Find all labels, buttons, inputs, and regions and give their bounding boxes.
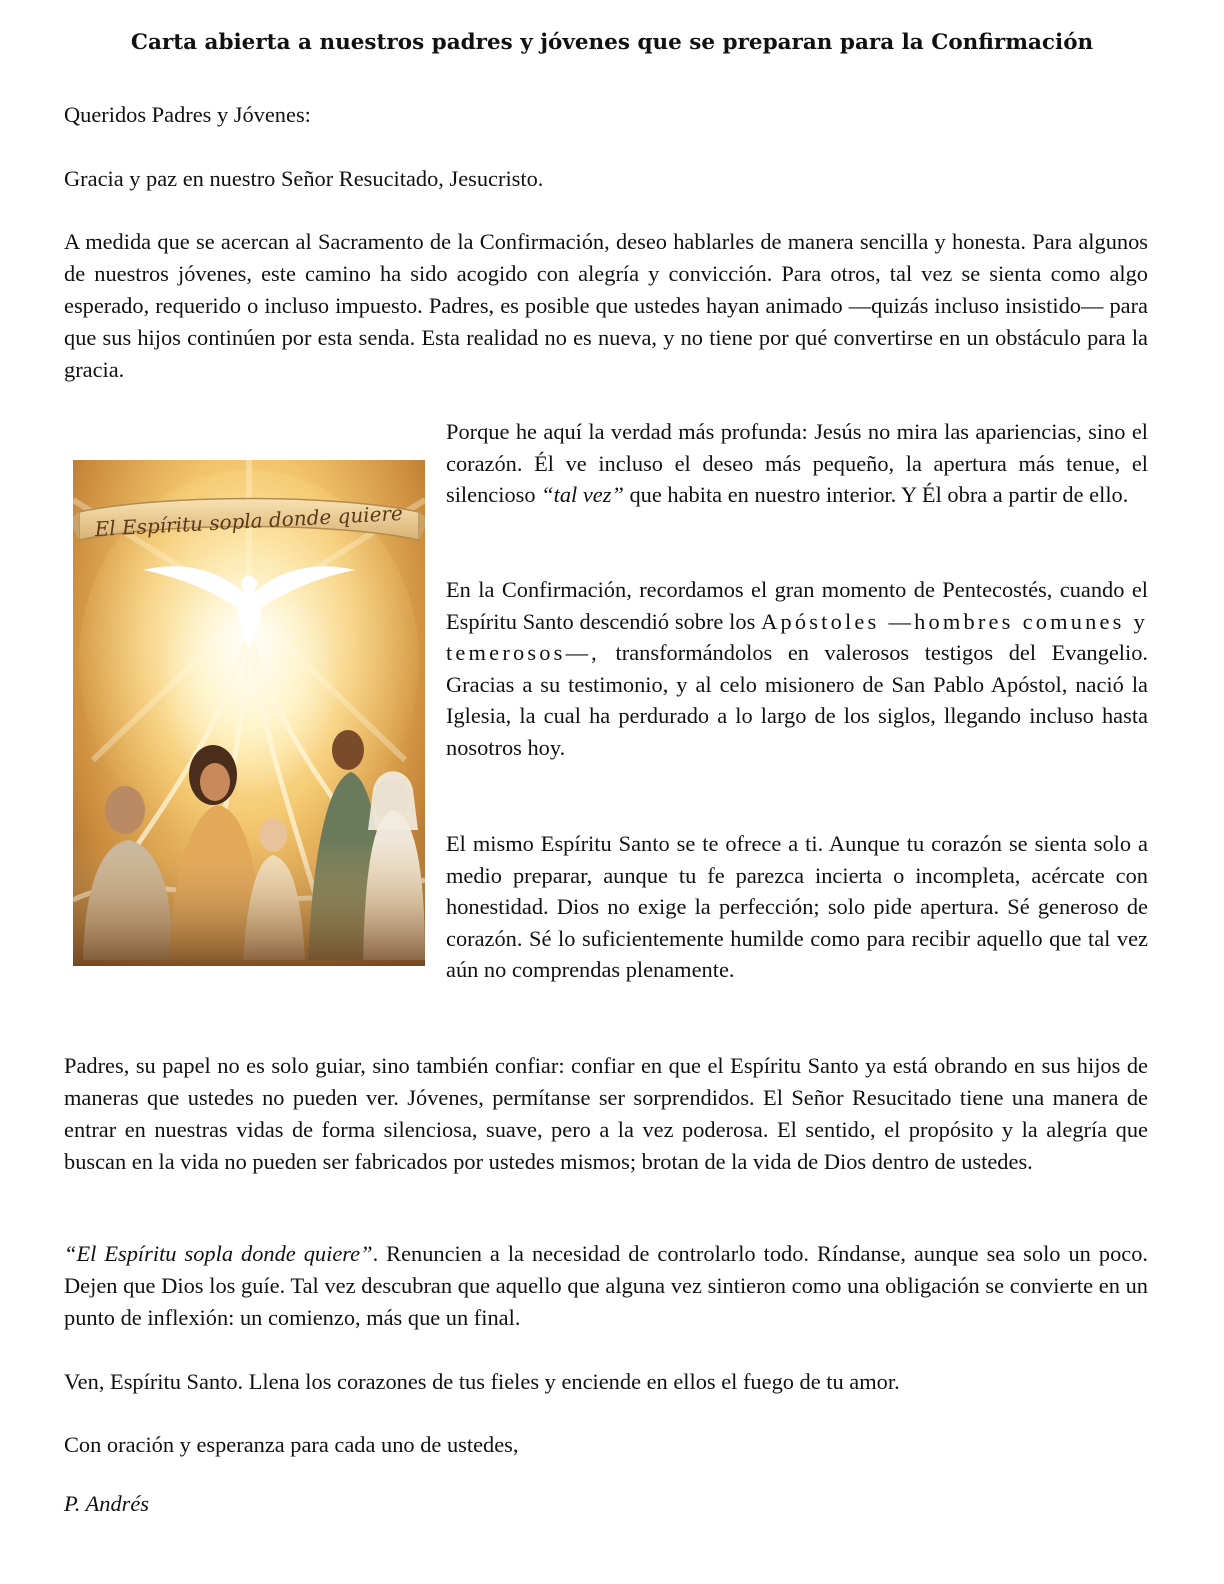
paragraph-pentecost-text-2: transformándolos en valerosos testigos del Evangelio. Gracias a su testimonio, y al celo misionero de San Pablo Apóstol, nació la Iglesia, la cual ha perdurado a lo largo de los siglos, llegando incluso hasta nosotros hoy. — [446, 640, 1148, 760]
quote-spirit: “El Espíritu sopla donde quiere” — [64, 1241, 373, 1266]
apostles-phrase: Apóstoles —hombres comunes y temerosos—, — [446, 608, 1148, 666]
paragraph-heart-text-2: que habita en nuestro interior. Y Él obra a partir de ello. — [623, 482, 1129, 508]
paragraph-pentecost — [446, 574, 1148, 764]
paragraph-spirit — [64, 1238, 1148, 1334]
paragraph-heart-text-1: Porque he aquí la verdad más profunda: Jesús no mira las apariencias, sino el corazón. Él ve incluso el deseo más pequeño, la apertura más tenue, el silencioso — [446, 419, 1148, 508]
greeting: Queridos Padres y Jóvenes: — [64, 102, 311, 127]
closing: Con oración y esperanza para cada uno de ustedes, — [64, 1432, 519, 1457]
dove-illustration-svg — [73, 460, 425, 966]
paragraph-heart — [446, 416, 1148, 511]
paragraph-intro: A medida que se acercan al Sacramento de la Confirmación, deseo hablarles de manera sencilla y honesta. Para algunos de nuestros jóvenes, este camino ha sido acogido con alegría y convicción. Para otros, tal vez se sienta como algo esperado, requerido o incluso impuesto. Padres, es posible que ustedes hayan animado —quizás incluso insistido— para que sus hijos continúen por esta senda. Esta realidad no es nueva, y no tiene por qué convertirse en un obstáculo para la gracia. — [64, 229, 1148, 382]
banner-text: El Espíritu sopla donde quiere — [94, 500, 404, 542]
prayer: Ven, Espíritu Santo. Llena los corazones de tus fieles y enciende en ellos el fuego de tu amor. — [64, 1369, 900, 1394]
paragraph-parents: Padres, su papel no es solo guiar, sino también confiar: confiar en que el Espíritu Santo ya está obrando en sus hijos de maneras que ustedes no pueden ver. Jóvenes, permítanse ser sorprendidos. El Señor Resucitado tiene una manera de entrar en nuestras vidas de forma silenciosa, suave, pero a la vez poderosa. El sentido, el propósito y la alegría que buscan en la vida no pueden ser fabricados por ustedes mismos; brotan de la vida de Dios dentro de ustedes. — [64, 1053, 1148, 1174]
pentecost-illustration — [73, 460, 425, 966]
signature: P. Andrés — [64, 1491, 150, 1516]
blessing: Gracia y paz en nuestro Señor Resucitado, Jesucristo. — [64, 166, 544, 191]
letter-title: Carta abierta a nuestros padres y jóvenes que se preparan para la Confirmación — [130, 30, 1094, 55]
paragraph-pentecost-text-1: En la Confirmación, recordamos el gran momento de Pentecostés, cuando el Espíritu Santo descendió sobre los — [446, 577, 1148, 634]
quote-tal-vez: “tal vez” — [541, 482, 624, 508]
paragraph-spirit-text: . Renuncien a la necesidad de controlarlo todo. Ríndanse, aunque sea solo un poco. Dejen que Dios los guíe. Tal vez descubran que aquello que alguna vez sintieron como una obligación se convierte en un punto de inflexión: un comienzo, más que un final. — [64, 1241, 1148, 1330]
paragraph-offer: El mismo Espíritu Santo se te ofrece a ti. Aunque tu corazón se sienta solo a medio preparar, aunque tu fe parezca incierta o incompleta, acércate con honestidad. Dios no exige la perfección; solo pide apertura. Sé generoso de corazón. Sé lo suficientemente humilde como para recibir aquello que tal vez aún no comprendas plenamente. — [446, 831, 1148, 983]
